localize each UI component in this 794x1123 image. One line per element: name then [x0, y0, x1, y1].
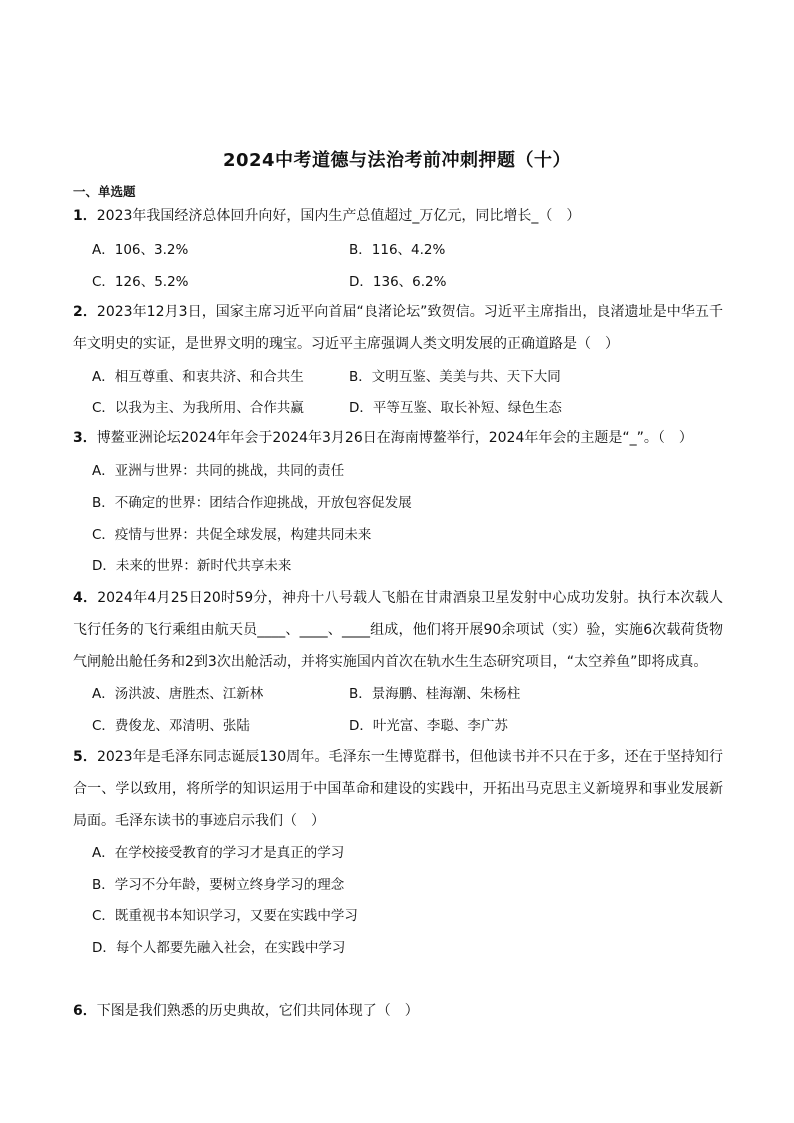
question-4: [73, 582, 723, 678]
option-2c[interactable]: C．以我为主、为我所用、合作共赢: [92, 400, 304, 416]
option-4b[interactable]: B．景海鹏、桂海潮、朱杨柱: [349, 686, 521, 702]
option-5a[interactable]: A．在学校接受教育的学习才是真正的学习: [92, 845, 345, 861]
option-4a[interactable]: A．汤洪波、唐胜杰、江新林: [92, 686, 264, 702]
option-5c[interactable]: C．既重视书本知识学习，又要在实践中学习: [92, 908, 358, 924]
option-2b[interactable]: B．文明互鉴、美美与共、天下大同: [349, 369, 561, 385]
option-1a[interactable]: A．106、3.2%: [92, 242, 189, 258]
question-text: 2024年4月25日20时59分，神舟十八号载人飞船在甘肃酒泉卫星发射中心成功发射。执行本次载人飞行任务的飞行乘组由航天员____、____、____组成，他们将开展90余项试（实）验，实施6次载荷货物气闸舱出舱任务和2到3次出舱活动，并将实施国内首次在轨水生生态研究项目，“太空养鱼”即将成真。: [73, 590, 723, 670]
question-number: 2．: [73, 304, 97, 320]
question-6: [73, 995, 723, 1027]
option-1b[interactable]: B．116、4.2%: [349, 242, 446, 258]
option-1c[interactable]: C．126、5.2%: [92, 274, 189, 290]
option-3b[interactable]: B．不确定的世界：团结合作迎挑战，开放包容促发展: [92, 495, 412, 511]
option-3d[interactable]: D．未来的世界：新时代共享未来: [92, 558, 292, 574]
question-number: 3．: [73, 430, 97, 446]
option-4c[interactable]: C．费俊龙、邓清明、张陆: [92, 718, 250, 734]
question-text: 下图是我们熟悉的历史典故，它们共同体现了（ ）: [96, 1003, 419, 1019]
option-3a[interactable]: A．亚洲与世界：共同的挑战，共同的责任: [92, 463, 345, 479]
page-title: 2024中考道德与法治考前冲刺押题（十）: [222, 150, 572, 171]
question-3: [73, 422, 723, 454]
option-2d[interactable]: D．平等互鉴、取长补短、绿色生态: [349, 400, 562, 416]
question-2: [73, 296, 723, 360]
question-number: 4．: [73, 590, 98, 606]
option-5d[interactable]: D．每个人都要先融入社会，在实践中学习: [92, 940, 346, 956]
option-2a[interactable]: A．相互尊重、和衷共济、和合共生: [92, 369, 304, 385]
question-5: [73, 741, 723, 837]
question-number: 6．: [73, 1003, 97, 1019]
question-1: [73, 200, 723, 232]
question-text: 2023年我国经济总体回升向好，国内生产总值超过_万亿元，同比增长_（ ）: [96, 208, 581, 224]
option-5b[interactable]: B．学习不分年龄，要树立终身学习的理念: [92, 877, 345, 893]
question-text: 博鳌亚洲论坛2024年年会于2024年3月26日在海南博鳌举行，2024年年会的主题是“_”。（ ）: [96, 430, 693, 446]
option-1d[interactable]: D．136、6.2%: [349, 274, 447, 290]
section-heading: 一、单选题: [73, 184, 136, 199]
question-text: 2023年12月3日，国家主席习近平向首届“良渚论坛”致贺信。习近平主席指出，良渚遗址是中华五千年文明史的实证，是世界文明的瑰宝。习近平主席强调人类文明发展的正确道路是（ ）: [73, 304, 724, 352]
option-3c[interactable]: C．疫情与世界：共促全球发展，构建共同未来: [92, 527, 372, 543]
option-4d[interactable]: D．叶光富、李聪、李广苏: [349, 718, 508, 734]
question-number: 1．: [73, 208, 97, 224]
question-number: 5．: [73, 749, 97, 765]
question-text: 2023年是毛泽东同志诞辰130周年。毛泽东一生博览群书，但他读书并不只在于多，还在于坚持知行合一、学以致用，将所学的知识运用于中国革命和建设的实践中，开拓出马克思主义新境界和事业发展新局面。毛泽东读书的事迹启示我们（ ）: [73, 749, 723, 829]
